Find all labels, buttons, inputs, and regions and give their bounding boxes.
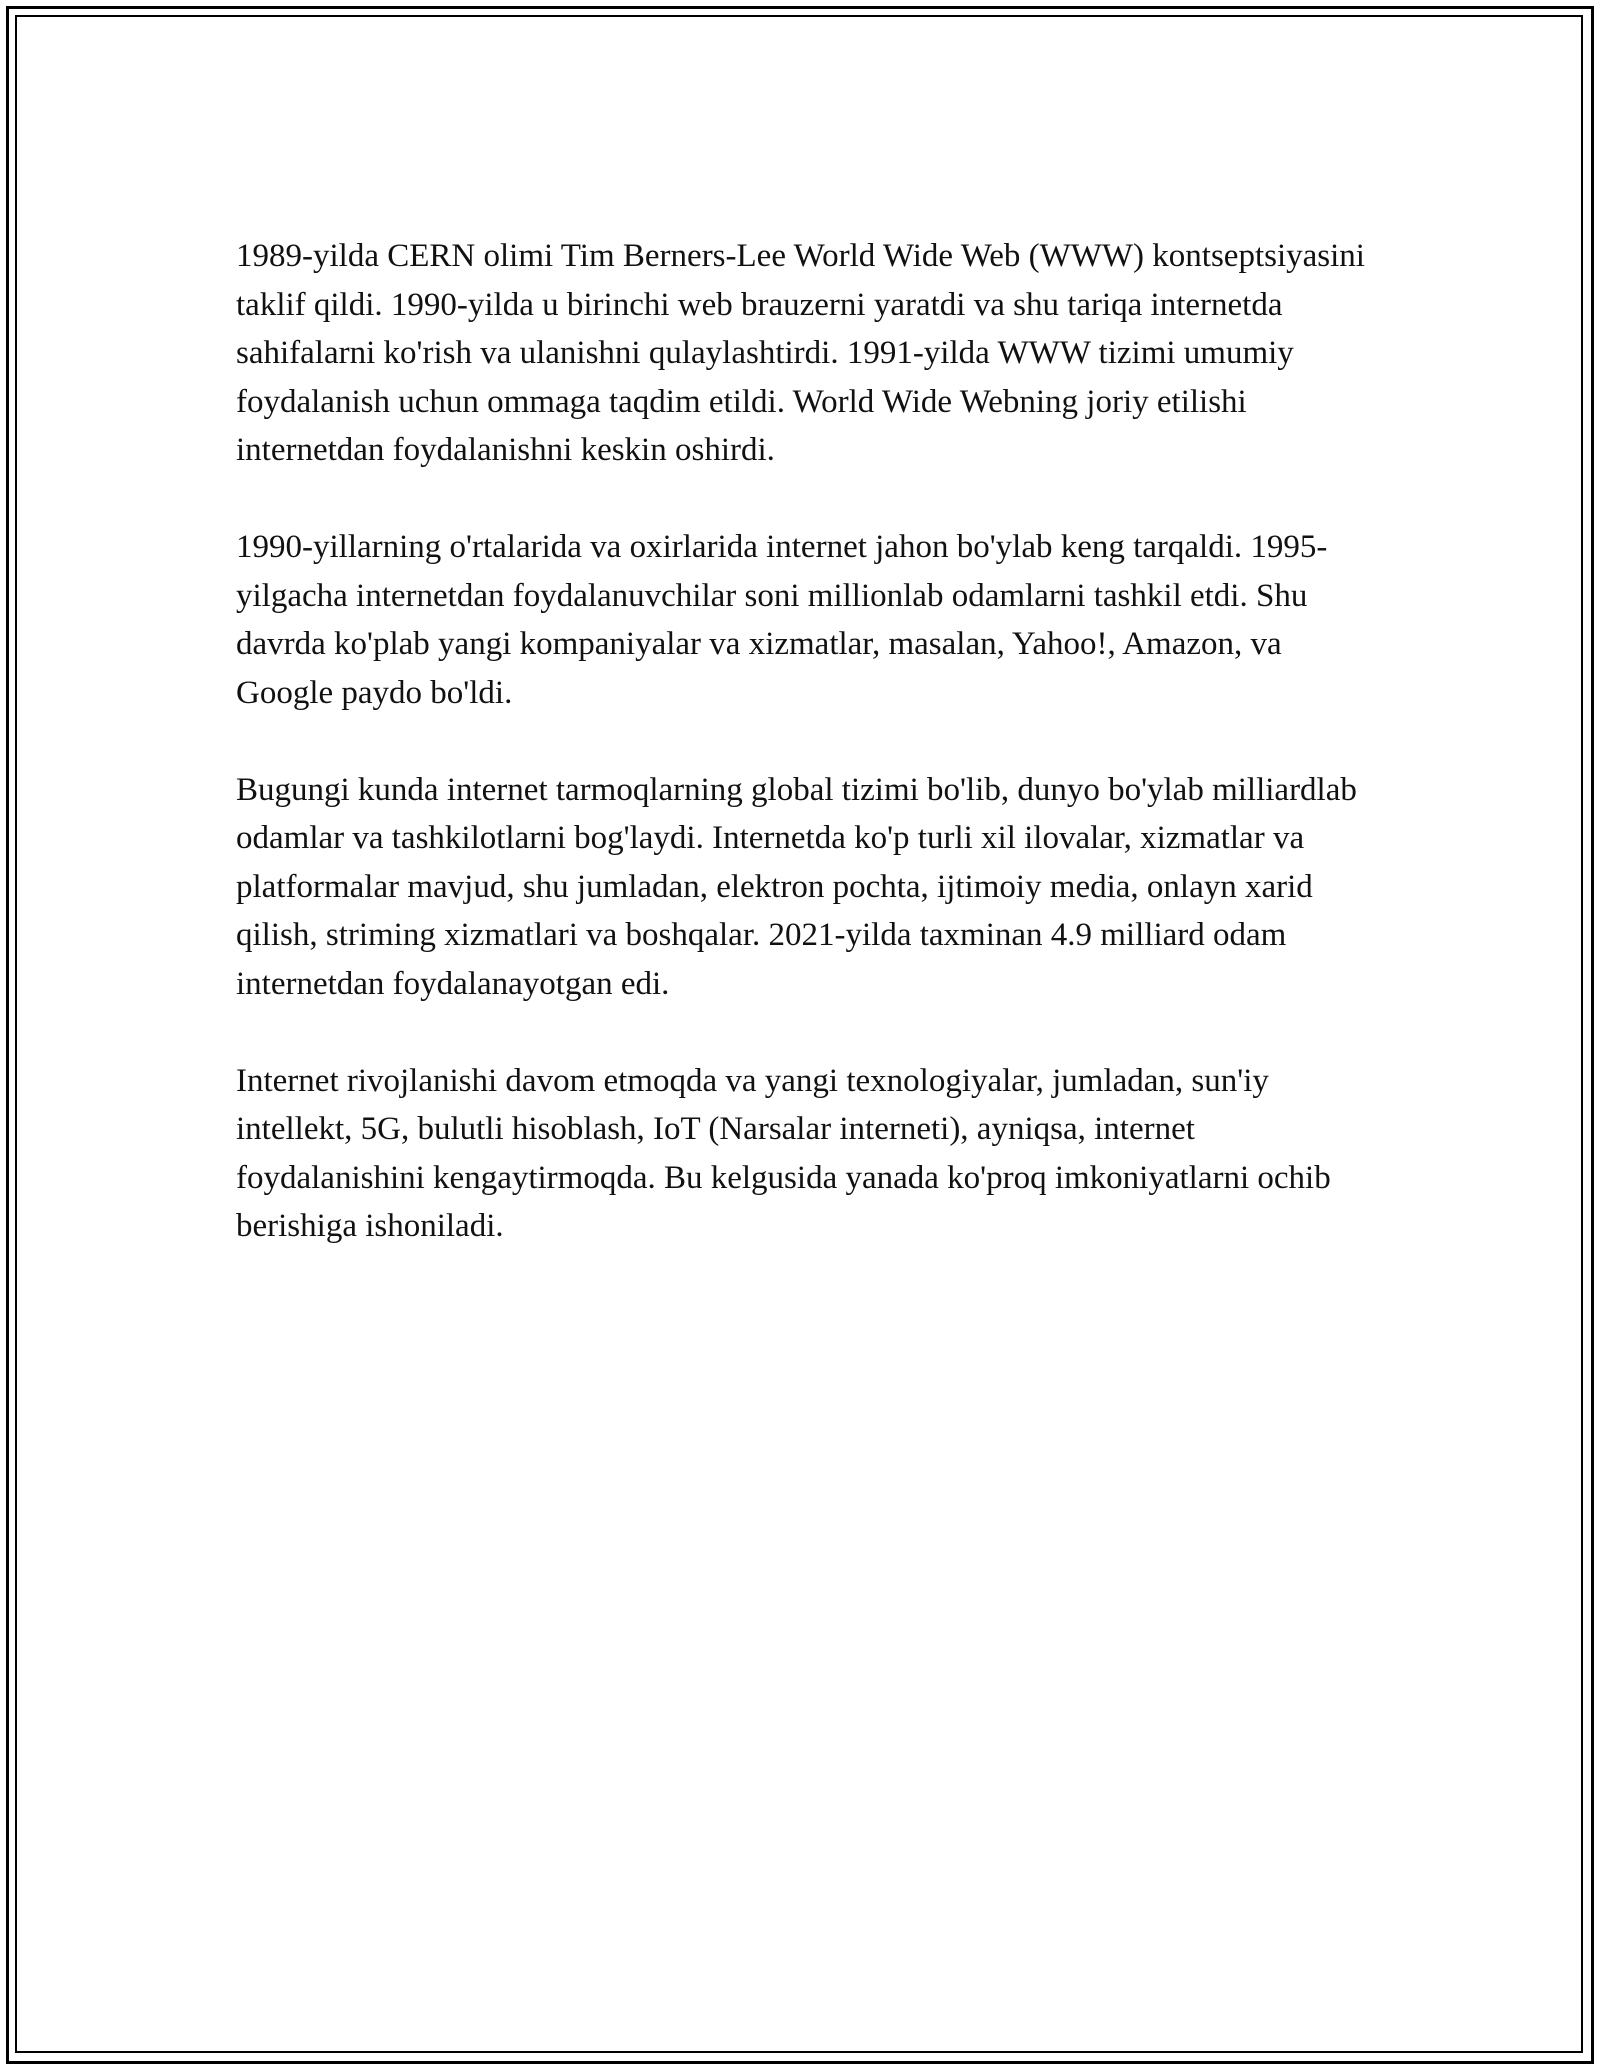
paragraph-internet-future: Internet rivojlanishi davom etmoqda va yangi texnologiyalar, jumladan, sun'iy intellekt, 5G, bulutli hisoblash, IoT (Narsalar interneti), ayniqsa, internet foydalanishini kengaytirmoqda. Bu kelgusida yanada ko'proq imkoniyatlarni ochib berishiga ishoniladi. <box>236 1062 1331 1244</box>
document-body <box>236 232 1366 1299</box>
paragraph-internet-spread: 1990-yillarning o'rtalarida va oxirlarida internet jahon bo'ylab keng tarqaldi. 1995-yilgacha internetdan foydalanuvchilar soni millionlab odamlarni tashkil etdi. Shu davrda ko'plab yangi kompaniyalar va xizmatlar, masalan, Yahoo!, Amazon, va Google paydo bo'ldi. <box>236 529 1328 711</box>
paragraph-www-history: 1989-yilda CERN olimi Tim Berners-Lee World Wide Web (WWW) kontseptsiyasini taklif qildi. 1990-yilda u birinchi web brauzerni yaratdi va shu tariqa internetda sahifalarni ko'rish va ulanishni qulaylashtirdi. 1991-yilda WWW tizimi umumiy foydalanish uchun ommaga taqdim etildi. World Wide Webning joriy etilishi internetdan foydalanishni keskin oshirdi. <box>236 238 1365 468</box>
paragraph-internet-today: Bugungi kunda internet tarmoqlarning global tizimi bo'lib, dunyo bo'ylab milliardlab odamlar va tashkilotlarni bog'laydi. Internetda ko'p turli xil ilovalar, xizmatlar va platformalar mavjud, shu jumladan, elektron pochta, ijtimoiy media, onlayn xarid qilish, striming xizmatlari va boshqalar. 2021-yilda taxminan 4.9 milliard odam internetdan foydalanayotgan edi. <box>236 771 1357 1002</box>
